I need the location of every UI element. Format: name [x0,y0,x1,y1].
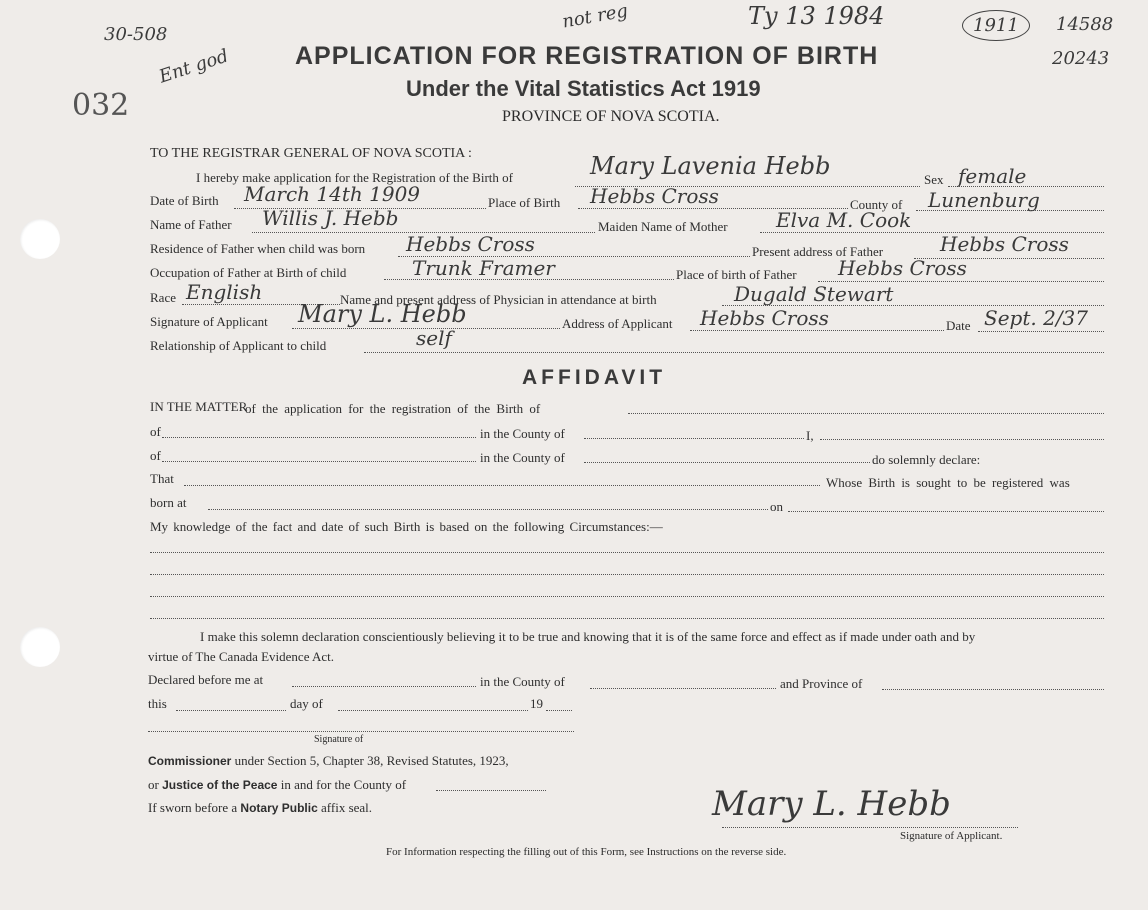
margin-note-ent: Ent god [156,45,232,88]
present-address-label: Present address of Father [752,244,884,259]
affidavit-whose-birth: Whose Birth is sought to be registered was [826,475,1070,490]
affidavit-matter-prefix: IN THE MATTER [150,399,248,414]
mother-value[interactable]: Elva M. Cook [776,208,912,232]
affidavit-county-label-2: in the County of [480,450,565,465]
affidavit-county-label-1: in the County of [480,426,565,441]
justice-county-line [436,790,546,791]
mother-label: Maiden Name of Mother [598,219,728,234]
residence-value[interactable]: Hebbs Cross [406,232,535,256]
affidavit-born-at-line [208,509,768,510]
address-line [690,330,944,331]
sex-label: Sex [924,172,944,187]
dob-value[interactable]: March 14th 1909 [244,182,421,206]
form-subtitle: Under the Vital Statistics Act 1919 [406,76,761,101]
address-label: Address of Applicant [562,316,673,331]
county-value[interactable]: Lunenburg [928,188,1040,212]
relationship-label: Relationship of Applicant to child [150,338,327,353]
circumstances-line-3 [150,596,1104,597]
commissioner-rest: under Section 5, Chapter 38, Revised Statutes, 1923, [234,753,509,768]
affidavit-county-line-2 [584,462,870,463]
this-line [176,710,286,711]
relationship-value[interactable]: self [416,326,452,350]
and-province-line [882,689,1104,690]
margin-note-not-reg: not reg [560,0,630,33]
circumstances-line-2 [150,574,1104,575]
day-of-line [338,710,528,711]
margin-note-number-right-2: 20243 [1052,48,1110,69]
occupation-value[interactable]: Trunk Framer [412,256,555,280]
margin-note-circled-year: 1911 [962,10,1030,41]
date-line [978,331,1104,332]
declared-county-label: in the County of [480,674,565,689]
affidavit-on-label: on [770,499,783,514]
footer-instructions: For Information respecting the filling out of this Form, see Instructions on the reverse side. [386,846,787,858]
relationship-line [364,352,1104,353]
affidavit-of-label-2: of [150,448,161,463]
circumstances-line-1 [150,552,1104,553]
sworn-suffix: affix seal. [321,800,373,815]
declared-before-line [292,686,476,687]
commissioner-signature-line [148,731,574,732]
race-value[interactable]: English [186,280,263,304]
notary-line [148,800,372,816]
father-label: Name of Father [150,217,232,232]
affidavit-that-label: That [150,471,174,486]
sworn-prefix: If sworn before a [148,800,238,815]
salutation: TO THE REGISTRAR GENERAL OF NOVA SCOTIA : [150,146,472,161]
child-name-value[interactable]: Mary Lavenia Hebb [590,152,831,180]
and-province-label: and Province of [780,676,863,691]
affidavit-birth-of-line [628,413,1104,414]
applicant-signature-label: Signature of Applicant. [900,830,1003,842]
father-birthplace-label: Place of birth of Father [676,267,797,282]
physician-value[interactable]: Dugald Stewart [734,282,894,306]
or-label: or [148,777,159,792]
circumstances-line-4 [150,618,1104,619]
declaration-line-2: virtue of The Canada Evidence Act. [148,649,335,664]
justice-line [148,777,406,793]
declaration-line-1: I make this solemn declaration conscientiously believing it to be true and knowing that it is of the same force and effect as if made under oath and by [200,629,976,644]
affidavit-i-label: I, [806,428,814,443]
applicant-signature-line [722,827,1018,828]
place-of-birth-value[interactable]: Hebbs Cross [590,184,719,208]
year-19-label: 19 [530,696,543,711]
affidavit-of-line-2 [162,461,476,462]
justice-rest: in and for the County of [280,777,407,792]
margin-note-code: 032 [72,88,130,123]
affidavit-born-at: born at [150,495,187,510]
applicant-signature-value[interactable]: Mary L. Hebb [712,784,951,824]
address-value[interactable]: Hebbs Cross [700,306,829,330]
affidavit-on-line [788,511,1104,512]
dob-label: Date of Birth [150,193,219,208]
margin-note-number-right-1: 14588 [1056,14,1114,35]
notary-bold: Notary Public [240,801,318,815]
physician-label: Name and present address of Physician in attendance at birth [340,292,657,307]
father-birthplace-value[interactable]: Hebbs Cross [838,256,967,280]
commissioner-bold: Commissioner [148,754,232,768]
place-of-birth-label: Place of Birth [488,195,561,210]
affidavit-of-line-1 [162,437,476,438]
county-label: County of [850,197,903,212]
present-address-value[interactable]: Hebbs Cross [940,232,1069,256]
father-value[interactable]: Willis J. Hebb [262,206,399,230]
day-of-label: day of [290,696,323,711]
province-heading: PROVINCE OF NOVA SCOTIA. [502,108,720,125]
affidavit-heading: AFFIDAVIT [522,366,667,389]
signature-of-label: Signature of [314,734,364,745]
declared-county-line [590,688,776,689]
signature-label: Signature of Applicant [150,314,268,329]
date-value[interactable]: Sept. 2/37 [984,306,1089,330]
date-label: Date [946,318,971,333]
residence-label: Residence of Father when child was born [150,241,366,256]
affidavit-matter-text: of the application for the registration of the Birth of [245,401,541,416]
affidavit-of-label-1: of [150,424,161,439]
margin-note-date: Ty 13 1984 [748,2,885,30]
this-label: this [148,696,167,711]
affidavit-county-line-1 [584,438,804,439]
intro-label: I hereby make application for the Registration of the Birth of [196,170,513,185]
justice-bold: Justice of the Peace [162,778,278,792]
affidavit-knowledge: My knowledge of the fact and date of such Birth is based on the following Circumstances:— [150,519,663,534]
punch-hole-top [20,219,60,259]
margin-note-number: 30-508 [104,24,168,45]
form-title: APPLICATION FOR REGISTRATION OF BIRTH [295,42,879,70]
year-line [546,710,572,711]
punch-hole-bottom [20,627,60,667]
race-label: Race [150,290,176,305]
affidavit-that-line [184,485,820,486]
affidavit-i-line [820,439,1104,440]
affidavit-solemnly: do solemnly declare: [872,452,981,467]
occupation-label: Occupation of Father at Birth of child [150,265,347,280]
declared-before-label: Declared before me at [148,672,264,687]
sex-value[interactable]: female [958,164,1027,188]
commissioner-line [148,753,509,769]
signature-value[interactable]: Mary L. Hebb [298,300,467,328]
